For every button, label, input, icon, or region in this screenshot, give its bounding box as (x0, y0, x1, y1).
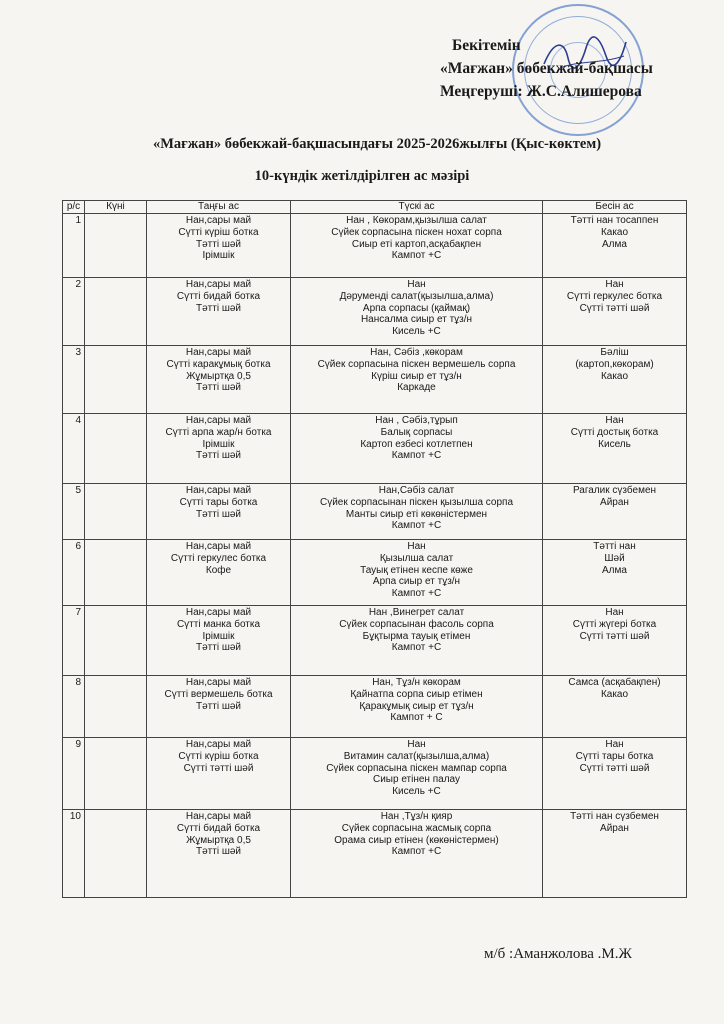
menu-item: Сиыр еті картоп,асқабақпен (351, 238, 482, 250)
row-number: 4 (63, 414, 85, 484)
menu-item: Сүтті бидай ботка (176, 290, 261, 302)
lunch-cell (291, 540, 543, 606)
row-number: 1 (63, 214, 85, 278)
table-row (63, 540, 687, 606)
menu-item: Жұмыртқа 0,5 (186, 834, 251, 846)
row-number: 10 (63, 810, 85, 898)
menu-item: Сүтті вермешель ботка (164, 688, 273, 700)
lunch-cell (291, 414, 543, 484)
menu-item: Кампот +С (391, 588, 442, 600)
menu-item: Тәтті шәй (196, 642, 241, 654)
table-row (63, 214, 687, 278)
menu-item: Арпа сорпасы (қаймақ) (362, 302, 471, 314)
menu-item: Айран (600, 496, 629, 508)
menu-item: Кисель +С (392, 326, 441, 338)
menu-item: Тәтті нан сүзбемен (570, 811, 659, 822)
menu-item: Сүтті күріш ботка (178, 750, 259, 762)
header-snack: Бесін ас (543, 201, 687, 214)
snack-cell (543, 738, 687, 810)
menu-table-body (63, 214, 687, 898)
menu-item: Ірімшік (202, 630, 235, 642)
table-header-row (63, 201, 687, 214)
menu-item: Жұмыртқа 0,5 (186, 370, 251, 382)
menu-item: Орама сиыр етінен (көкөністермен) (334, 834, 499, 846)
menu-item: Сүтті тары ботка (179, 496, 258, 508)
menu-item: Сүйек сорпасынан фасоль сорпа (339, 618, 494, 630)
row-day (85, 810, 147, 898)
menu-item: Нан,сары май (185, 811, 252, 822)
row-day (85, 346, 147, 414)
menu-item: Самса (асқабақпен) (568, 677, 661, 688)
menu-item: Бәліш (600, 347, 629, 358)
menu-item: Тәтті нан (593, 541, 636, 552)
table-row (63, 484, 687, 540)
menu-item: Кампот + С (390, 712, 443, 724)
lunch-cell (291, 810, 543, 898)
breakfast-cell (147, 278, 291, 346)
menu-item: Сүйек сорпасына жасмық сорпа (341, 822, 492, 834)
menu-item: Сүтті манка ботка (176, 618, 261, 630)
menu-item: Нан,сары май (185, 415, 252, 426)
menu-item: Дәруменді салат(қызылша,алма) (339, 290, 494, 302)
menu-item: Кампот +С (391, 642, 442, 654)
menu-item: Какао (600, 370, 629, 382)
menu-item: Нан, Тұз/н көкорам (372, 677, 461, 688)
menu-item: Күріш сиыр ет тұз/н (371, 370, 462, 382)
menu-item: Сүтті геркулес ботка (566, 290, 663, 302)
row-day (85, 214, 147, 278)
menu-item: Нан,сары май (185, 607, 252, 618)
menu-item: Сүтті арпа жар/н ботка (165, 426, 272, 438)
menu-item: Манты сиыр еті көкөністермен (345, 508, 488, 520)
header-breakfast: Таңғы ас (147, 201, 291, 214)
menu-item: Каркаде (397, 382, 436, 394)
snack-cell (543, 278, 687, 346)
menu-table (62, 200, 687, 898)
menu-item: Нан , Көкорам,қызылша салат (346, 215, 487, 226)
row-number: 3 (63, 346, 85, 414)
lunch-cell (291, 676, 543, 738)
menu-item: Сүтті тәтті шәй (579, 630, 650, 642)
row-day (85, 738, 147, 810)
menu-item: Тәтті шәй (196, 302, 241, 314)
menu-item: Какао (600, 688, 629, 700)
menu-item: Нан , Сәбіз,тұрып (375, 415, 458, 426)
menu-item: Какао (600, 226, 629, 238)
menu-item: Нан,сары май (185, 677, 252, 688)
menu-item: Нан (605, 279, 624, 290)
snack-cell (543, 214, 687, 278)
row-number: 2 (63, 278, 85, 346)
row-day (85, 484, 147, 540)
menu-item: Сүтті тәтті шәй (183, 762, 254, 774)
header-number: р/с (63, 201, 85, 214)
menu-item: Тәтті шәй (196, 382, 241, 394)
menu-item: Алма (602, 238, 627, 250)
menu-item: Қайнатпа сорпа сиыр етімен (350, 688, 483, 700)
menu-item: Нан,сары май (185, 215, 252, 226)
menu-item: Кампот +С (391, 846, 442, 858)
menu-item: Кисель +С (392, 786, 441, 798)
lunch-cell (291, 606, 543, 676)
menu-item: Сүйек сорпасына піскен мампар сорпа (326, 762, 507, 774)
breakfast-cell (147, 676, 291, 738)
menu-item: Нан ,Тұз/н қияр (380, 811, 453, 822)
table-row (63, 346, 687, 414)
menu-item: Тәтті шәй (196, 238, 241, 250)
menu-item: Нан ,Винегрет салат (368, 607, 465, 618)
snack-cell (543, 810, 687, 898)
menu-item: Алма (602, 564, 627, 576)
snack-cell (543, 606, 687, 676)
menu-item: Шәй (604, 552, 625, 564)
menu-item: Нан,сары май (185, 279, 252, 290)
menu-item: Тәтті нан тосаппен (570, 215, 659, 226)
menu-item: Сүйек сорпасынан піскен қызылша сорпа (319, 496, 514, 508)
approval-block (440, 34, 680, 103)
menu-item: Сиыр етінен палау (372, 774, 460, 786)
menu-item: Нан,сары май (185, 739, 252, 750)
menu-item: Сүтті каракұмық ботка (166, 358, 271, 370)
breakfast-cell (147, 810, 291, 898)
breakfast-cell (147, 346, 291, 414)
menu-item: (картоп,көкорам) (575, 358, 654, 370)
menu-item: Сүтті бидай ботка (176, 822, 261, 834)
menu-item: Сүтті тары ботка (575, 750, 654, 762)
snack-cell (543, 414, 687, 484)
signoff: м/б :Аманжолова .М.Ж (484, 946, 632, 962)
menu-item: Сүйек сорпасына піскен нохат сорпа (331, 226, 502, 238)
menu-item: Сүтті геркулес ботка (170, 552, 267, 564)
row-number: 5 (63, 484, 85, 540)
menu-item: Ірімшік (202, 438, 235, 450)
menu-item: Сүтті достық ботка (570, 426, 659, 438)
table-row (63, 810, 687, 898)
lunch-cell (291, 738, 543, 810)
breakfast-cell (147, 606, 291, 676)
lunch-cell (291, 346, 543, 414)
menu-item: Сүйек сорпасына піскен вермешель сорпа (317, 358, 516, 370)
menu-item: Кисель (598, 438, 631, 450)
menu-item: Сүтті күріш ботка (178, 226, 259, 238)
document-subtitle: 10-күндік жетілдірілген ас мәзірі (254, 168, 470, 184)
menu-item: Бұқтырма тауық етімен (362, 630, 471, 642)
menu-item: Нансалма сиыр ет тұз/н (360, 314, 473, 326)
row-day (85, 414, 147, 484)
breakfast-cell (147, 738, 291, 810)
menu-item: Сүтті тәтті шәй (579, 762, 650, 774)
menu-item: Қызылша салат (379, 552, 454, 564)
menu-item: Кофе (205, 564, 232, 576)
menu-item: Нан,Сәбіз салат (378, 485, 455, 496)
breakfast-cell (147, 540, 291, 606)
menu-item: Кампот +С (391, 250, 442, 262)
menu-item: Нан,сары май (185, 347, 252, 358)
menu-item: Тәтті шәй (196, 700, 241, 712)
menu-item: Нан,сары май (185, 485, 252, 496)
row-day (85, 676, 147, 738)
row-number: 9 (63, 738, 85, 810)
menu-item: Қаракұмық сиыр ет тұз/н (359, 700, 474, 712)
menu-item: Нан,сары май (185, 541, 252, 552)
menu-item: Тәтті шәй (196, 846, 241, 858)
menu-item: Нан (605, 739, 624, 750)
menu-item: Тәтті шәй (196, 508, 241, 520)
lunch-cell (291, 484, 543, 540)
menu-item: Нан (605, 607, 624, 618)
menu-item: Балық сорпасы (380, 426, 453, 438)
menu-item: Нан, Сәбіз ,көкорам (370, 347, 463, 358)
menu-item: Айран (600, 822, 629, 834)
snack-cell (543, 540, 687, 606)
row-day (85, 278, 147, 346)
approval-line-1: Бекітемін (452, 37, 521, 54)
table-row (63, 738, 687, 810)
menu-item: Витамин салат(қызылша,алма) (343, 750, 490, 762)
approval-line-2: «Мағжан» бөбекжай-бақшасы (440, 60, 653, 77)
menu-item: Кампот +С (391, 520, 442, 532)
snack-cell (543, 346, 687, 414)
header-lunch: Түскі ас (291, 201, 543, 214)
menu-item: Арпа сиыр ет тұз/н (372, 576, 461, 588)
breakfast-cell (147, 214, 291, 278)
snack-cell (543, 676, 687, 738)
table-row (63, 278, 687, 346)
document-title: «Мағжан» бөбекжай-бақшасындағы 2025-2026жылғы (Қыс-көктем) (152, 136, 602, 152)
row-number: 6 (63, 540, 85, 606)
menu-item: Рагалик сүзбемен (572, 485, 657, 496)
menu-item: Тәтті шәй (196, 450, 241, 462)
snack-cell (543, 484, 687, 540)
lunch-cell (291, 278, 543, 346)
header-day: Күні (85, 201, 147, 214)
menu-item: Ірімшік (202, 250, 235, 262)
menu-item: Нан (407, 279, 426, 290)
menu-item: Тауық етінен кеспе көже (360, 564, 473, 576)
menu-item: Нан (407, 739, 426, 750)
table-row (63, 676, 687, 738)
menu-item: Нан (407, 541, 426, 552)
menu-item: Картоп езбесі котлетпен (360, 438, 473, 450)
table-row (63, 414, 687, 484)
row-day (85, 540, 147, 606)
row-number: 7 (63, 606, 85, 676)
row-number: 8 (63, 676, 85, 738)
row-day (85, 606, 147, 676)
table-row (63, 606, 687, 676)
menu-item: Нан (605, 415, 624, 426)
menu-item: Сүтті тәтті шәй (579, 302, 650, 314)
menu-item: Кампот +С (391, 450, 442, 462)
approval-line-3: Меңгеруші: Ж.С.Алишерова (440, 83, 642, 100)
breakfast-cell (147, 484, 291, 540)
menu-item: Сүтті жүгері ботка (572, 618, 657, 630)
breakfast-cell (147, 414, 291, 484)
lunch-cell (291, 214, 543, 278)
